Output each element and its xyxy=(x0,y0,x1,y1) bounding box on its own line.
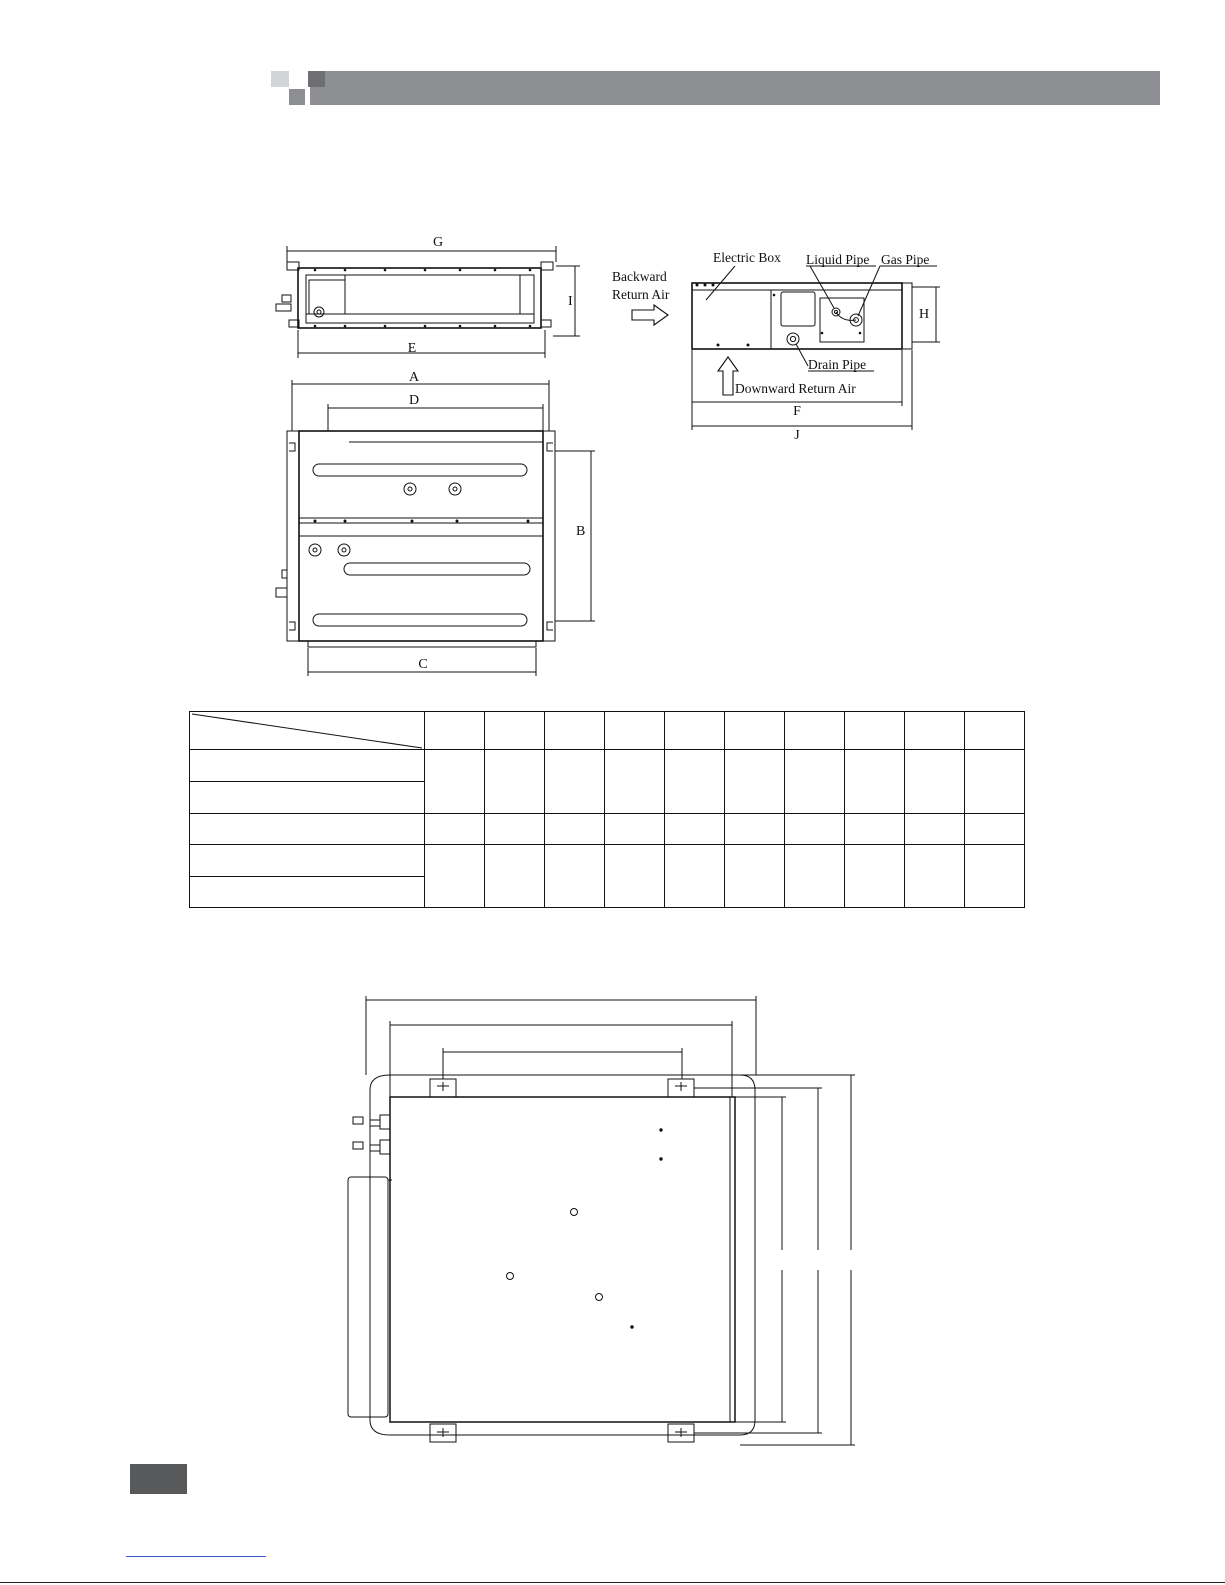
table-cell xyxy=(845,814,905,845)
page-number-tab xyxy=(130,1464,187,1494)
dim-label-a: A xyxy=(408,370,420,385)
table-cell xyxy=(605,750,665,814)
table-cell xyxy=(845,845,905,908)
dim-label-e: E xyxy=(407,341,417,356)
table-header-cell xyxy=(965,712,1025,750)
label-electric-box: Electric Box xyxy=(713,250,781,265)
table-cell xyxy=(605,814,665,845)
diagonal-divider xyxy=(190,712,424,750)
table-header-cell xyxy=(845,712,905,750)
table-cell xyxy=(725,814,785,845)
top-view-drawing xyxy=(276,380,595,676)
label-return-air: Return Air xyxy=(612,287,670,302)
table-cell xyxy=(425,814,485,845)
table-cell xyxy=(965,814,1025,845)
table-cell xyxy=(905,845,965,908)
dim-label-c: C xyxy=(418,657,428,672)
table-cell xyxy=(485,845,545,908)
label-gas-pipe: Gas Pipe xyxy=(881,252,930,267)
table-header-cell xyxy=(605,712,665,750)
table-cell xyxy=(665,845,725,908)
table-cell xyxy=(485,750,545,814)
table-header-cell xyxy=(905,712,965,750)
table-header-cell xyxy=(485,712,545,750)
dimension-table xyxy=(189,711,1025,908)
table-header-cell xyxy=(425,712,485,750)
footer-rule xyxy=(0,1582,1225,1583)
table-header-cell xyxy=(665,712,725,750)
table-cell xyxy=(665,750,725,814)
table-cell xyxy=(725,845,785,908)
dim-label-b: B xyxy=(576,524,586,539)
label-downward-return-air: Downward Return Air xyxy=(735,381,856,396)
table-cell xyxy=(485,814,545,845)
table-header-cell xyxy=(545,712,605,750)
table-cell xyxy=(545,750,605,814)
table-row-label xyxy=(190,750,425,782)
table-cell xyxy=(545,845,605,908)
table-cell xyxy=(845,750,905,814)
table-cell xyxy=(785,814,845,845)
table-cell xyxy=(965,750,1025,814)
label-backward: Backward xyxy=(612,269,667,284)
table-cell xyxy=(425,750,485,814)
table-header-cell xyxy=(785,712,845,750)
dim-label-j: J xyxy=(794,428,800,443)
label-liquid-pipe: Liquid Pipe xyxy=(806,252,870,267)
table-cell xyxy=(425,845,485,908)
table-cell xyxy=(605,845,665,908)
table-header-cell xyxy=(725,712,785,750)
dim-label-f: F xyxy=(793,404,801,419)
table-cell xyxy=(545,814,605,845)
front-view-drawing xyxy=(632,266,940,430)
table-cell xyxy=(785,750,845,814)
table-cell xyxy=(725,750,785,814)
side-view-drawing xyxy=(276,246,580,358)
table-row-label xyxy=(190,845,425,877)
table-corner-cell xyxy=(190,712,425,750)
table-row-label xyxy=(190,782,425,814)
table-cell xyxy=(905,750,965,814)
table-cell xyxy=(785,845,845,908)
mounting-view-drawing xyxy=(348,996,855,1445)
table-cell xyxy=(665,814,725,845)
footer-link[interactable] xyxy=(126,1556,266,1557)
dim-label-g: G xyxy=(432,235,444,250)
table-row-label xyxy=(190,877,425,908)
dim-label-h: H xyxy=(919,307,930,322)
dim-label-i: I xyxy=(568,294,573,309)
dim-label-d: D xyxy=(408,393,420,408)
table-row-label xyxy=(190,814,425,845)
table-cell xyxy=(905,814,965,845)
label-drain-pipe: Drain Pipe xyxy=(808,357,867,372)
table-cell xyxy=(965,845,1025,908)
